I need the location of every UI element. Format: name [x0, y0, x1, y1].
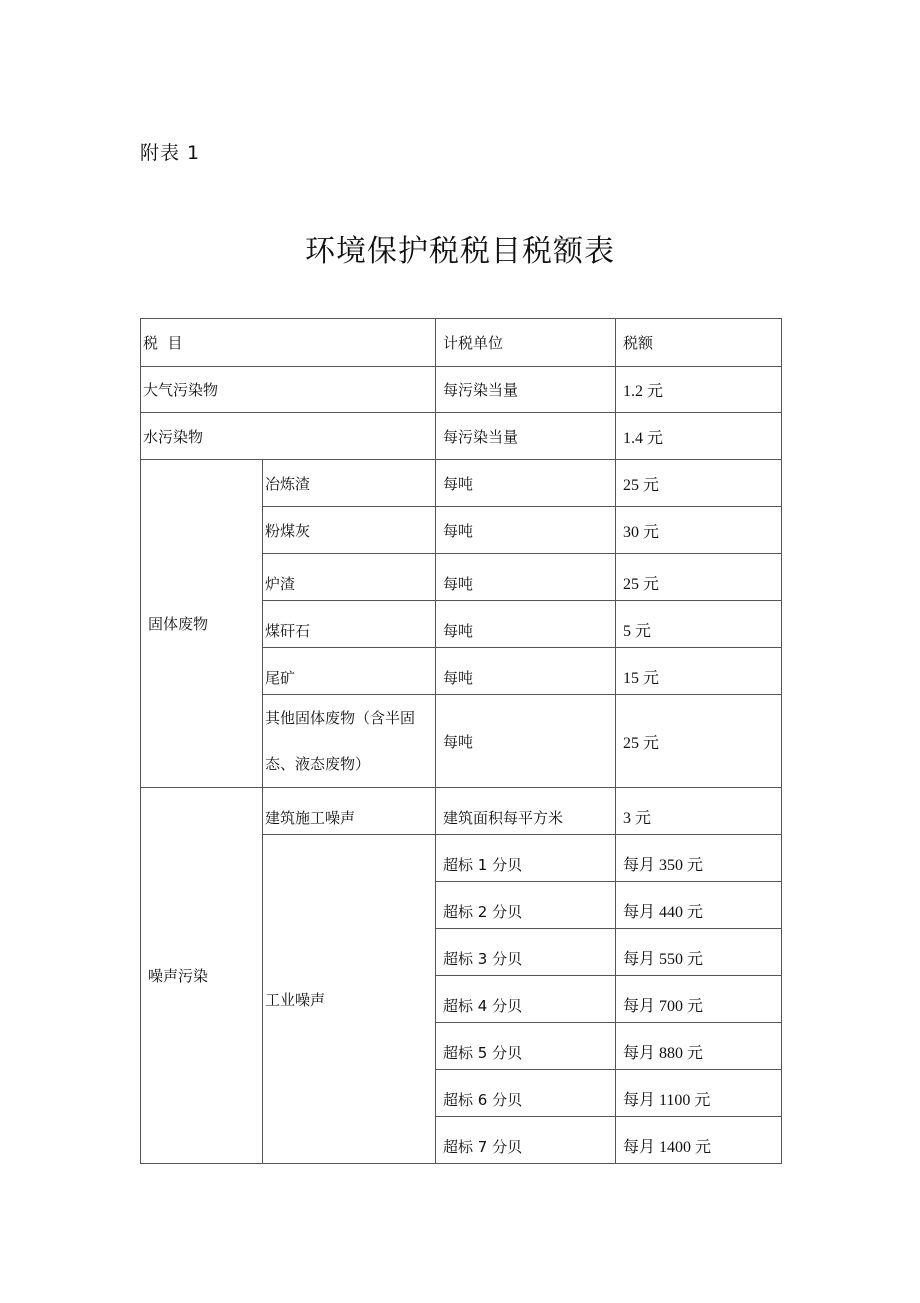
- air-unit: 每污染当量: [436, 367, 616, 413]
- industrial-noise-unit: 超标 3 分贝: [436, 929, 616, 976]
- industrial-noise-amount: 每月 1400 元: [616, 1117, 782, 1164]
- industrial-noise-amount: 每月 880 元: [616, 1023, 782, 1070]
- solid-amount: 15 元: [616, 648, 782, 695]
- table-row: [141, 788, 782, 835]
- solid-item: 冶炼渣: [263, 460, 436, 507]
- industrial-noise-amount: 每月 1100 元: [616, 1070, 782, 1117]
- solid-unit: 每吨: [436, 554, 616, 601]
- solid-amount: 25 元: [616, 460, 782, 507]
- industrial-noise-unit: 超标 2 分贝: [436, 882, 616, 929]
- water-amount: 1.4 元: [616, 413, 782, 460]
- header-item: 税 目: [141, 319, 436, 367]
- solid-item: 煤矸石: [263, 601, 436, 648]
- air-item: 大气污染物: [141, 367, 436, 413]
- industrial-noise-amount: 每月 440 元: [616, 882, 782, 929]
- solid-amount: 30 元: [616, 507, 782, 554]
- solid-amount: 25 元: [616, 695, 782, 788]
- water-unit: 每污染当量: [436, 413, 616, 460]
- attachment-label: 附表 1: [140, 142, 201, 164]
- table-row-water: [141, 413, 782, 460]
- solid-amount: 5 元: [616, 601, 782, 648]
- noise-category: 噪声污染: [141, 788, 263, 1164]
- solid-item: 粉煤灰: [263, 507, 436, 554]
- table-row-air: [141, 367, 782, 413]
- solid-unit: 每吨: [436, 601, 616, 648]
- water-item: 水污染物: [141, 413, 436, 460]
- industrial-noise-amount: 每月 550 元: [616, 929, 782, 976]
- construction-noise-amount: 3 元: [616, 788, 782, 835]
- solid-item: 炉渣: [263, 554, 436, 601]
- table-header-row: [141, 319, 782, 367]
- industrial-noise-unit: 超标 4 分贝: [436, 976, 616, 1023]
- construction-noise-item: 建筑施工噪声: [263, 788, 436, 835]
- solid-unit: 每吨: [436, 648, 616, 695]
- solid-unit: 每吨: [436, 695, 616, 788]
- industrial-noise-amount: 每月 350 元: [616, 835, 782, 882]
- industrial-noise-unit: 超标 7 分贝: [436, 1117, 616, 1164]
- solid-amount: 25 元: [616, 554, 782, 601]
- solid-unit: 每吨: [436, 507, 616, 554]
- tax-rate-table: [140, 318, 782, 1164]
- header-unit: 计税单位: [436, 319, 616, 367]
- solid-item: 其他固体废物（含半固态、液态废物）: [263, 695, 436, 788]
- industrial-noise-unit: 超标 1 分贝: [436, 835, 616, 882]
- industrial-noise-unit: 超标 5 分贝: [436, 1023, 616, 1070]
- industrial-noise-amount: 每月 700 元: [616, 976, 782, 1023]
- air-amount: 1.2 元: [616, 367, 782, 413]
- header-amount: 税额: [616, 319, 782, 367]
- solid-item: 尾矿: [263, 648, 436, 695]
- solid-unit: 每吨: [436, 460, 616, 507]
- table-row: [141, 460, 782, 507]
- solid-waste-category: 固体废物: [141, 460, 263, 788]
- industrial-noise-unit: 超标 6 分贝: [436, 1070, 616, 1117]
- industrial-noise-item: 工业噪声: [263, 835, 436, 1164]
- document-title: 环境保护税税目税额表: [305, 234, 615, 269]
- construction-noise-unit: 建筑面积每平方米: [436, 788, 616, 835]
